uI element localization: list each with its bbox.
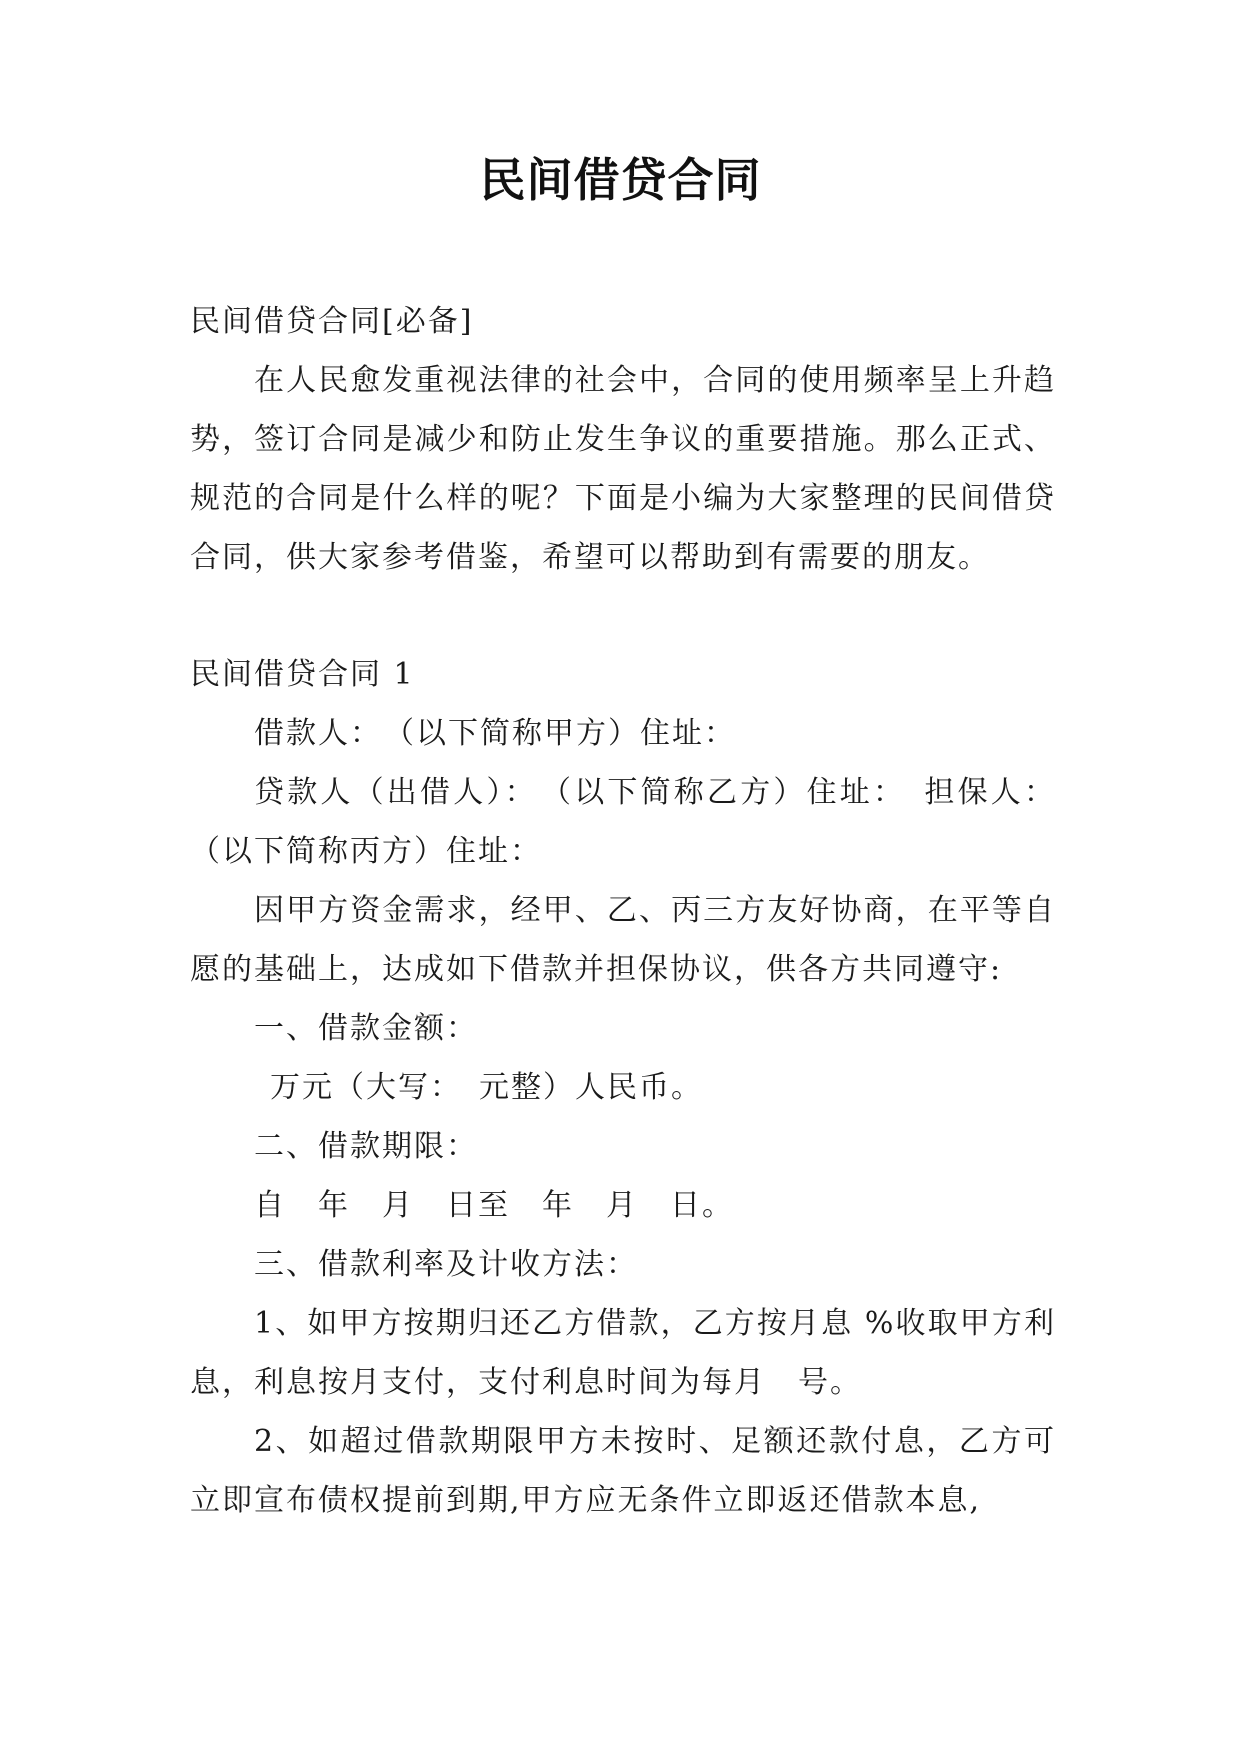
lender-guarantor-line: 贷款人（出借人）： （以下简称乙方）住址： 担保人：（以下简称丙方）住址： xyxy=(190,775,1056,869)
term-line: 自 年 月 日至 年 月 日。 xyxy=(254,1188,734,1223)
document-subtitle: 民间借贷合同[必备] xyxy=(190,304,474,339)
amount-line: 万元（大写： 元整）人民币。 xyxy=(270,1070,703,1105)
intro-paragraph: 在人民愈发重视法律的社会中，合同的使用频率呈上升趋势，签订合同是减少和防止发生争议的重要措施。那么正式、规范的合同是什么样的呢？下面是小编为大家整理的民间借贷合同，供大家参考借鉴，希望可以帮助到有需要的朋友。 xyxy=(190,363,1056,575)
clause-heading-amount: 一、借款金额： xyxy=(254,1011,478,1046)
section-heading: 民间借贷合同 1 xyxy=(190,657,415,692)
document-body xyxy=(190,292,1056,1530)
clause-heading-interest: 三、借款利率及计收方法： xyxy=(254,1247,638,1282)
interest-clause-2: 2、如超过借款期限甲方未按时、足额还款付息，乙方可立即宣布债权提前到期,甲方应无条件立即返还借款本息, xyxy=(190,1424,1056,1518)
document-title: 民间借贷合同 xyxy=(479,153,762,207)
agreement-preamble: 因甲方资金需求，经甲、乙、丙三方友好协商，在平等自愿的基础上，达成如下借款并担保协议，供各方共同遵守: xyxy=(190,893,1056,987)
clause-heading-term: 二、借款期限： xyxy=(254,1129,478,1164)
interest-clause-1: 1、如甲方按期归还乙方借款，乙方按月息 %收取甲方利息，利息按月支付，支付利息时间为每月 号。 xyxy=(190,1306,1056,1400)
borrower-line: 借款人： （以下简称甲方）住址： xyxy=(254,716,736,751)
paragraph-gap xyxy=(190,587,1056,645)
